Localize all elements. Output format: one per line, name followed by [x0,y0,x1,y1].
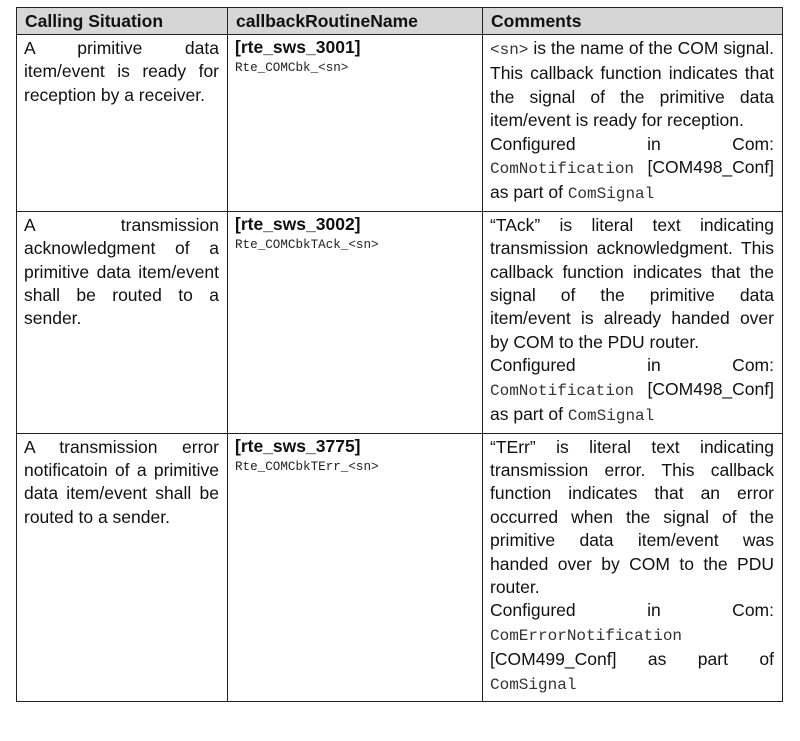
header-callback-routine-name: callbackRoutineName [228,8,483,35]
comment-configuration [490,599,774,697]
calling-situation-cell [17,433,228,701]
calling-situation-text: A transmission error notificatoin of a primitive data item/event shall be routed to a sender. [24,436,219,527]
comment-configuration [490,354,774,428]
callback-name-cell [228,211,483,433]
table-row [17,433,783,701]
calling-situation-cell [17,35,228,212]
config-reference: [COM498_Conf] as part of [490,378,774,425]
requirement-id: [rte_sws_3001] [235,37,361,57]
header-calling-situation: Calling Situation [17,8,228,35]
calling-situation-cell [17,211,228,433]
config-container-code: ComSignal [490,675,577,694]
table-row [17,211,783,433]
callback-name-cell [228,433,483,701]
config-container-code: ComSignal [567,185,655,204]
callback-function-name: Rte_COMCbkTErr_<sn> [235,459,379,474]
config-prefix: Configured in Com: [490,355,774,376]
signal-name-code: <sn> [490,41,529,59]
comment-description-text: is the name of the COM signal. This callback function indicates that the signal of the primitive data item/event is ready for reception. [490,38,774,131]
callback-function-name: Rte_COMCbk_<sn> [235,61,349,75]
config-prefix: Configured in Com: [490,133,774,154]
requirement-id: [rte_sws_3775] [235,435,361,456]
config-prefix: Configured in Com: [490,600,774,621]
comments-cell [483,35,783,212]
requirement-id: [rte_sws_3002] [235,213,361,234]
config-parameter-code: ComErrorNotification [490,626,683,645]
comments-cell [483,211,783,433]
table-row [17,35,783,212]
config-parameter-code: ComNotification [490,160,635,179]
header-comments: Comments [483,8,783,35]
comment-description: “TErr” is literal text indicating transmission error. This callback function indicates that an error occurred when the signal of the primitive data item/event was handed over by COM to the PDU router. [490,436,774,597]
config-parameter-code: ComNotification [490,381,635,400]
callback-function-name: Rte_COMCbkTAck_<sn> [235,237,379,252]
calling-situation-text: A primitive data item/event is ready for reception by a receiver. [24,38,219,105]
comments-cell [483,433,783,701]
calling-situation-text: A transmission acknowledgment of a primitive data item/event shall be routed to a sender. [24,214,219,329]
config-reference: [COM498_Conf] as part of [490,157,774,203]
comment-configuration [490,133,774,207]
config-reference: [COM499_Conf] as part of [490,649,774,670]
document-page [16,7,782,702]
table-header-row [17,8,783,35]
comment-description: “TAck” is literal text indicating transmission acknowledgment. This callback function indicates that the signal of the primitive data item/event is already handed over by COM to the PDU router. [490,214,774,352]
comment-description [490,37,774,133]
callback-table [16,7,783,702]
config-container-code: ComSignal [567,407,655,426]
callback-name-cell [228,35,483,212]
